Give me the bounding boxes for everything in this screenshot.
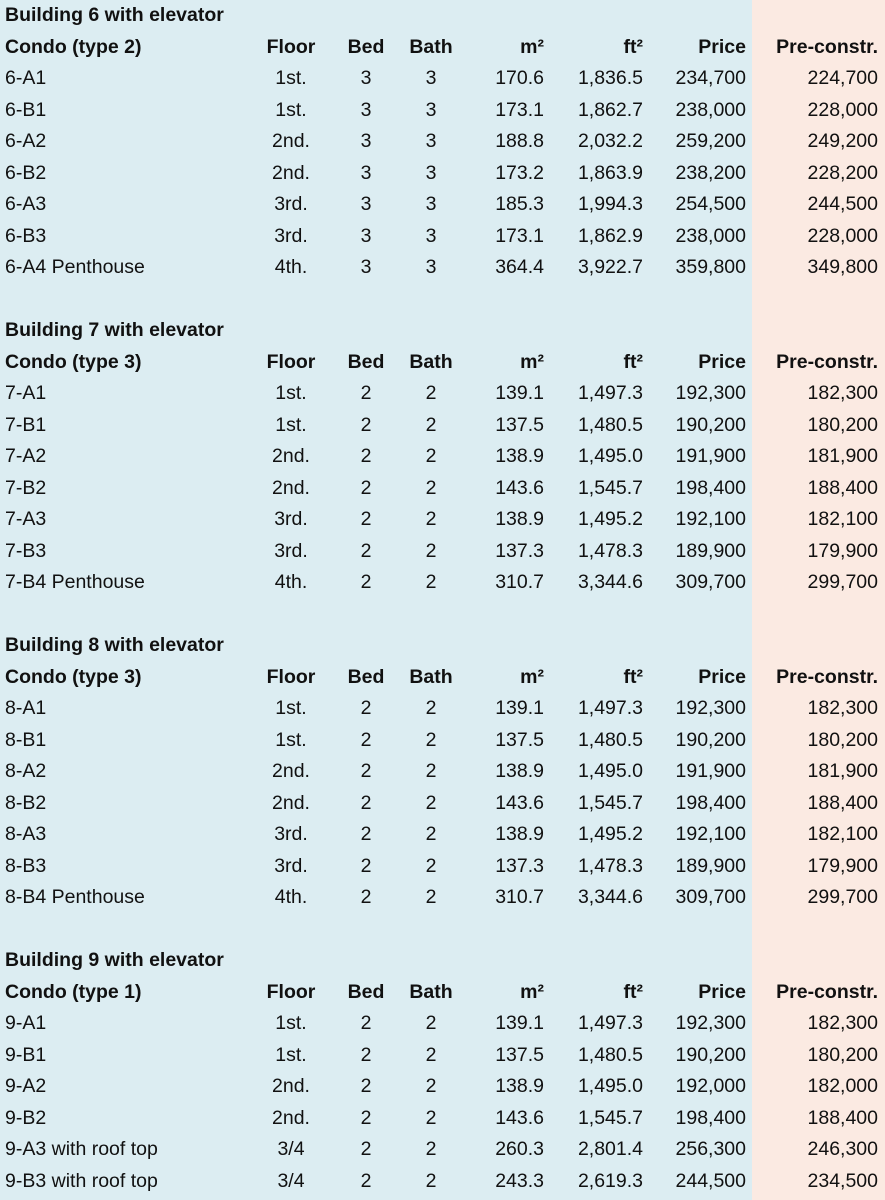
m2-cell: 138.9 — [495, 760, 544, 782]
m2-cell: 139.1 — [495, 697, 544, 719]
price-cell: 190,200 — [675, 728, 746, 751]
bath-cell: 2 — [425, 508, 437, 530]
m2-cell: 143.6 — [495, 791, 544, 814]
price-cell: 244,500 — [675, 1169, 746, 1192]
bath-cell: 2 — [425, 1169, 437, 1192]
price-cell: 359,800 — [675, 256, 746, 278]
ft2-cell: 1,478.3 — [577, 854, 643, 877]
building-title: Building 6 with elevator — [5, 4, 224, 26]
m2-cell: 364.4 — [495, 256, 544, 278]
m2-cell: 243.3 — [495, 1169, 544, 1192]
bath-cell: 2 — [425, 539, 437, 562]
ft2-cell: 1,862.9 — [577, 224, 643, 247]
price-cell: 189,900 — [675, 539, 746, 562]
m2-cell: 310.7 — [495, 886, 544, 908]
unit-cell: 8-B2 — [5, 791, 47, 814]
building-title-row — [0, 945, 885, 977]
table-row — [0, 1166, 885, 1198]
bed-cell: 2 — [360, 476, 372, 499]
ft2-cell: 1,545.7 — [577, 1106, 643, 1129]
table-row — [0, 725, 885, 757]
bath-cell: 2 — [425, 1043, 437, 1066]
table-row — [0, 63, 885, 95]
bed-cell: 2 — [360, 571, 372, 593]
price-cell: 192,300 — [675, 697, 746, 719]
building-title-row — [0, 0, 885, 32]
ft2-cell: 1,495.2 — [577, 823, 643, 845]
floor-cell: 2nd. — [272, 1106, 310, 1129]
preconstr-cell: 181,900 — [807, 760, 878, 782]
ft2-cell: 1,497.3 — [577, 382, 643, 404]
price-cell: 189,900 — [675, 854, 746, 877]
price-header: Price — [698, 980, 746, 1003]
ft2-header: ft² — [623, 35, 643, 58]
floor-header: Floor — [266, 665, 316, 688]
table-row — [0, 756, 885, 788]
unit-cell: 7-B1 — [5, 413, 47, 436]
preconstr-header: Pre-constr. — [776, 35, 878, 58]
m2-cell: 138.9 — [495, 508, 544, 530]
preconstr-cell: 188,400 — [807, 1106, 878, 1129]
bath-cell: 3 — [425, 130, 437, 152]
table-row — [0, 95, 885, 127]
price-cell: 191,900 — [675, 760, 746, 782]
floor-cell: 3rd. — [274, 193, 308, 215]
table-row — [0, 693, 885, 725]
bath-cell: 2 — [425, 445, 437, 467]
bath-header: Bath — [409, 350, 453, 373]
preconstr-cell: 299,700 — [807, 571, 878, 593]
bed-cell: 2 — [360, 1138, 372, 1160]
preconstr-cell: 180,200 — [807, 413, 878, 436]
preconstr-cell: 182,100 — [807, 508, 878, 530]
building-section — [0, 284, 885, 599]
preconstr-cell: 299,700 — [807, 886, 878, 908]
bath-cell: 3 — [425, 193, 437, 215]
table-row — [0, 504, 885, 536]
preconstr-cell: 349,800 — [807, 256, 878, 278]
table-row — [0, 819, 885, 851]
price-cell: 192,300 — [675, 382, 746, 404]
section-spacer — [0, 914, 885, 946]
ft2-cell: 3,344.6 — [577, 571, 643, 593]
table-row — [0, 536, 885, 568]
floor-cell: 3rd. — [274, 508, 308, 530]
building-title-row — [0, 315, 885, 347]
preconstr-cell: 234,500 — [807, 1169, 878, 1192]
ft2-cell: 1,497.3 — [577, 1012, 643, 1034]
price-cell: 238,000 — [675, 98, 746, 121]
floor-cell: 3rd. — [274, 539, 308, 562]
price-cell: 192,300 — [675, 1012, 746, 1034]
bath-cell: 2 — [425, 571, 437, 593]
ft2-cell: 1,497.3 — [577, 697, 643, 719]
preconstr-cell: 180,200 — [807, 728, 878, 751]
ft2-cell: 2,032.2 — [577, 130, 643, 152]
floor-cell: 1st. — [275, 382, 307, 404]
bath-cell: 2 — [425, 728, 437, 751]
price-cell: 256,300 — [675, 1138, 746, 1160]
ft2-cell: 1,480.5 — [577, 1043, 643, 1066]
bed-cell: 3 — [360, 224, 372, 247]
bed-cell: 3 — [360, 193, 372, 215]
table-row — [0, 441, 885, 473]
ft2-cell: 1,994.3 — [577, 193, 643, 215]
m2-cell: 173.1 — [495, 224, 544, 247]
preconstr-cell: 182,300 — [807, 1012, 878, 1034]
unit-cell: 9-B1 — [5, 1043, 47, 1066]
floor-cell: 3rd. — [274, 854, 308, 877]
floor-cell: 4th. — [274, 256, 308, 278]
price-cell: 198,400 — [675, 791, 746, 814]
unit-cell: 8-A1 — [5, 697, 47, 719]
table-row — [0, 1103, 885, 1135]
floor-cell: 3/4 — [277, 1138, 305, 1160]
bath-cell: 2 — [425, 382, 437, 404]
bath-cell: 2 — [425, 476, 437, 499]
bed-cell: 2 — [360, 1075, 372, 1097]
m2-cell: 310.7 — [495, 571, 544, 593]
m2-cell: 260.3 — [495, 1138, 544, 1160]
unit-cell: 9-A1 — [5, 1012, 47, 1034]
building-section — [0, 0, 885, 284]
preconstr-cell: 188,400 — [807, 791, 878, 814]
floor-cell: 4th. — [274, 571, 308, 593]
price-cell: 309,700 — [675, 571, 746, 593]
column-header-row — [0, 662, 885, 694]
unit-cell: 7-B2 — [5, 476, 47, 499]
preconstr-header: Pre-constr. — [776, 980, 878, 1003]
ft2-cell: 1,545.7 — [577, 791, 643, 814]
floor-cell: 1st. — [275, 413, 307, 436]
m2-cell: 188.8 — [495, 130, 544, 152]
unit-cell: 9-B3 with roof top — [5, 1169, 158, 1192]
bed-cell: 2 — [360, 823, 372, 845]
price-cell: 190,200 — [675, 413, 746, 436]
unit-cell: 8-A2 — [5, 760, 47, 782]
bath-cell: 3 — [425, 161, 437, 184]
ft2-cell: 1,480.5 — [577, 728, 643, 751]
table-row — [0, 221, 885, 253]
price-cell: 309,700 — [675, 886, 746, 908]
preconstr-cell: 179,900 — [807, 539, 878, 562]
bath-header: Bath — [409, 35, 453, 58]
unit-cell: 8-B4 Penthouse — [5, 886, 145, 908]
ft2-cell: 1,478.3 — [577, 539, 643, 562]
preconstr-cell: 228,000 — [807, 98, 878, 121]
bed-cell: 2 — [360, 1106, 372, 1129]
bath-cell: 2 — [425, 1075, 437, 1097]
floor-cell: 2nd. — [272, 130, 310, 152]
ft2-header: ft² — [623, 980, 643, 1003]
unit-cell: 7-B4 Penthouse — [5, 571, 145, 593]
price-header: Price — [698, 35, 746, 58]
ft2-header: ft² — [623, 350, 643, 373]
price-cell: 190,200 — [675, 1043, 746, 1066]
floor-cell: 2nd. — [272, 760, 310, 782]
ft2-cell: 2,619.3 — [577, 1169, 643, 1192]
building-title: Building 9 with elevator — [5, 949, 224, 971]
floor-cell: 1st. — [275, 1043, 307, 1066]
table-row — [0, 189, 885, 221]
table-row — [0, 851, 885, 883]
preconstr-cell: 182,300 — [807, 697, 878, 719]
ft2-cell: 1,862.7 — [577, 98, 643, 121]
m2-cell: 138.9 — [495, 1075, 544, 1097]
table-row — [0, 473, 885, 505]
bed-header: Bed — [347, 350, 385, 373]
price-cell: 191,900 — [675, 445, 746, 467]
bath-cell: 3 — [425, 67, 437, 89]
floor-cell: 2nd. — [272, 161, 310, 184]
price-cell: 198,400 — [675, 476, 746, 499]
section-spacer — [0, 284, 885, 316]
unit-cell: 6-B1 — [5, 98, 47, 121]
preconstr-cell: 182,300 — [807, 382, 878, 404]
price-cell: 254,500 — [675, 193, 746, 215]
bed-cell: 2 — [360, 539, 372, 562]
preconstr-header: Pre-constr. — [776, 350, 878, 373]
floor-cell: 1st. — [275, 98, 307, 121]
bed-cell: 2 — [360, 728, 372, 751]
column-header-row — [0, 347, 885, 379]
ft2-cell: 3,922.7 — [577, 256, 643, 278]
m2-cell: 138.9 — [495, 445, 544, 467]
bath-cell: 3 — [425, 224, 437, 247]
price-header: Price — [698, 350, 746, 373]
ft2-header: ft² — [623, 665, 643, 688]
m2-cell: 173.1 — [495, 98, 544, 121]
bath-cell: 2 — [425, 760, 437, 782]
price-cell: 238,000 — [675, 224, 746, 247]
unit-cell: 6-B3 — [5, 224, 47, 247]
ft2-cell: 1,545.7 — [577, 476, 643, 499]
price-cell: 259,200 — [675, 130, 746, 152]
price-header: Price — [698, 665, 746, 688]
m2-cell: 137.3 — [495, 539, 544, 562]
column-header-row — [0, 32, 885, 64]
condo-type-header: Condo (type 2) — [5, 35, 142, 58]
floor-header: Floor — [266, 980, 316, 1003]
unit-cell: 6-B2 — [5, 161, 47, 184]
price-cell: 192,100 — [675, 508, 746, 530]
price-cell: 192,100 — [675, 823, 746, 845]
preconstr-cell: 244,500 — [807, 193, 878, 215]
ft2-cell: 1,480.5 — [577, 413, 643, 436]
bath-cell: 2 — [425, 886, 437, 908]
building-title: Building 8 with elevator — [5, 634, 224, 656]
bed-cell: 3 — [360, 161, 372, 184]
bed-cell: 2 — [360, 508, 372, 530]
bed-cell: 2 — [360, 760, 372, 782]
price-cell: 234,700 — [675, 67, 746, 89]
unit-cell: 9-A2 — [5, 1075, 47, 1097]
bath-cell: 2 — [425, 1106, 437, 1129]
unit-cell: 9-B2 — [5, 1106, 47, 1129]
m2-cell: 137.3 — [495, 854, 544, 877]
m2-cell: 139.1 — [495, 1012, 544, 1034]
unit-cell: 7-A2 — [5, 445, 47, 467]
unit-cell: 6-A2 — [5, 130, 47, 152]
bed-cell: 3 — [360, 67, 372, 89]
ft2-cell: 1,495.0 — [577, 445, 643, 467]
preconstr-cell: 246,300 — [807, 1138, 878, 1160]
ft2-cell: 1,495.0 — [577, 1075, 643, 1097]
m2-cell: 170.6 — [495, 67, 544, 89]
bed-cell: 2 — [360, 445, 372, 467]
section-spacer — [0, 599, 885, 631]
m2-header: m² — [520, 665, 544, 688]
preconstr-cell: 182,000 — [807, 1075, 878, 1097]
floor-cell: 1st. — [275, 728, 307, 751]
table-row — [0, 378, 885, 410]
bed-header: Bed — [347, 35, 385, 58]
ft2-cell: 3,344.6 — [577, 886, 643, 908]
bed-cell: 2 — [360, 413, 372, 436]
unit-cell: 6-A4 Penthouse — [5, 256, 145, 278]
condo-type-header: Condo (type 1) — [5, 980, 142, 1003]
bed-cell: 2 — [360, 697, 372, 719]
bed-cell: 2 — [360, 791, 372, 814]
table-row — [0, 1134, 885, 1166]
bed-cell: 2 — [360, 886, 372, 908]
floor-cell: 2nd. — [272, 445, 310, 467]
preconstr-cell: 180,200 — [807, 1043, 878, 1066]
preconstr-cell: 228,000 — [807, 224, 878, 247]
bath-cell: 2 — [425, 1138, 437, 1160]
m2-cell: 138.9 — [495, 823, 544, 845]
unit-cell: 6-A3 — [5, 193, 47, 215]
building-section — [0, 914, 885, 1198]
ft2-cell: 2,801.4 — [577, 1138, 643, 1160]
table-row — [0, 1008, 885, 1040]
m2-cell: 137.5 — [495, 413, 544, 436]
bed-cell: 2 — [360, 854, 372, 877]
building-title: Building 7 with elevator — [5, 319, 224, 341]
unit-cell: 9-A3 with roof top — [5, 1138, 158, 1160]
m2-header: m² — [520, 35, 544, 58]
m2-cell: 143.6 — [495, 1106, 544, 1129]
bath-cell: 2 — [425, 413, 437, 436]
m2-cell: 139.1 — [495, 382, 544, 404]
m2-cell: 137.5 — [495, 728, 544, 751]
floor-cell: 3/4 — [277, 1169, 305, 1192]
ft2-cell: 1,863.9 — [577, 161, 643, 184]
bath-cell: 2 — [425, 791, 437, 814]
ft2-cell: 1,495.0 — [577, 760, 643, 782]
m2-header: m² — [520, 350, 544, 373]
bed-cell: 3 — [360, 98, 372, 121]
table-row — [0, 1071, 885, 1103]
bed-header: Bed — [347, 665, 385, 688]
floor-cell: 4th. — [274, 886, 308, 908]
m2-cell: 173.2 — [495, 161, 544, 184]
preconstr-cell: 224,700 — [807, 67, 878, 89]
bed-cell: 2 — [360, 1043, 372, 1066]
unit-cell: 7-A1 — [5, 382, 47, 404]
bed-cell: 2 — [360, 1169, 372, 1192]
bath-cell: 2 — [425, 1012, 437, 1034]
ft2-cell: 1,495.2 — [577, 508, 643, 530]
column-header-row — [0, 977, 885, 1009]
unit-cell: 7-B3 — [5, 539, 47, 562]
building-title-row — [0, 630, 885, 662]
floor-cell: 3rd. — [274, 224, 308, 247]
building-section — [0, 599, 885, 914]
ft2-cell: 1,836.5 — [577, 67, 643, 89]
price-cell: 238,200 — [675, 161, 746, 184]
floor-cell: 2nd. — [272, 476, 310, 499]
m2-cell: 185.3 — [495, 193, 544, 215]
bath-cell: 3 — [425, 256, 437, 278]
price-cell: 198,400 — [675, 1106, 746, 1129]
bed-cell: 3 — [360, 256, 372, 278]
bath-cell: 2 — [425, 823, 437, 845]
condo-type-header: Condo (type 3) — [5, 350, 142, 373]
floor-cell: 1st. — [275, 67, 307, 89]
preconstr-header: Pre-constr. — [776, 665, 878, 688]
bed-cell: 2 — [360, 382, 372, 404]
table-row — [0, 788, 885, 820]
preconstr-cell: 179,900 — [807, 854, 878, 877]
bath-header: Bath — [409, 665, 453, 688]
bath-cell: 2 — [425, 697, 437, 719]
m2-cell: 137.5 — [495, 1043, 544, 1066]
preconstr-cell: 182,100 — [807, 823, 878, 845]
unit-cell: 8-B3 — [5, 854, 47, 877]
m2-header: m² — [520, 980, 544, 1003]
unit-cell: 7-A3 — [5, 508, 47, 530]
floor-cell: 1st. — [275, 697, 307, 719]
table-row — [0, 567, 885, 599]
preconstr-cell: 228,200 — [807, 161, 878, 184]
bed-cell: 3 — [360, 130, 372, 152]
floor-header: Floor — [266, 35, 316, 58]
table-row — [0, 1040, 885, 1072]
bath-cell: 2 — [425, 854, 437, 877]
table-row — [0, 882, 885, 914]
condo-type-header: Condo (type 3) — [5, 665, 142, 688]
unit-cell: 6-A1 — [5, 67, 47, 89]
preconstr-cell: 249,200 — [807, 130, 878, 152]
m2-cell: 143.6 — [495, 476, 544, 499]
bed-cell: 2 — [360, 1012, 372, 1034]
unit-cell: 8-A3 — [5, 823, 47, 845]
floor-header: Floor — [266, 350, 316, 373]
table-row — [0, 410, 885, 442]
floor-cell: 2nd. — [272, 1075, 310, 1097]
floor-cell: 1st. — [275, 1012, 307, 1034]
preconstr-cell: 181,900 — [807, 445, 878, 467]
table-row — [0, 126, 885, 158]
bath-cell: 3 — [425, 98, 437, 121]
unit-cell: 8-B1 — [5, 728, 47, 751]
table-row — [0, 252, 885, 284]
floor-cell: 2nd. — [272, 791, 310, 814]
preconstr-cell: 188,400 — [807, 476, 878, 499]
price-cell: 192,000 — [675, 1075, 746, 1097]
bath-header: Bath — [409, 980, 453, 1003]
floor-cell: 3rd. — [274, 823, 308, 845]
table-row — [0, 158, 885, 190]
bed-header: Bed — [347, 980, 385, 1003]
